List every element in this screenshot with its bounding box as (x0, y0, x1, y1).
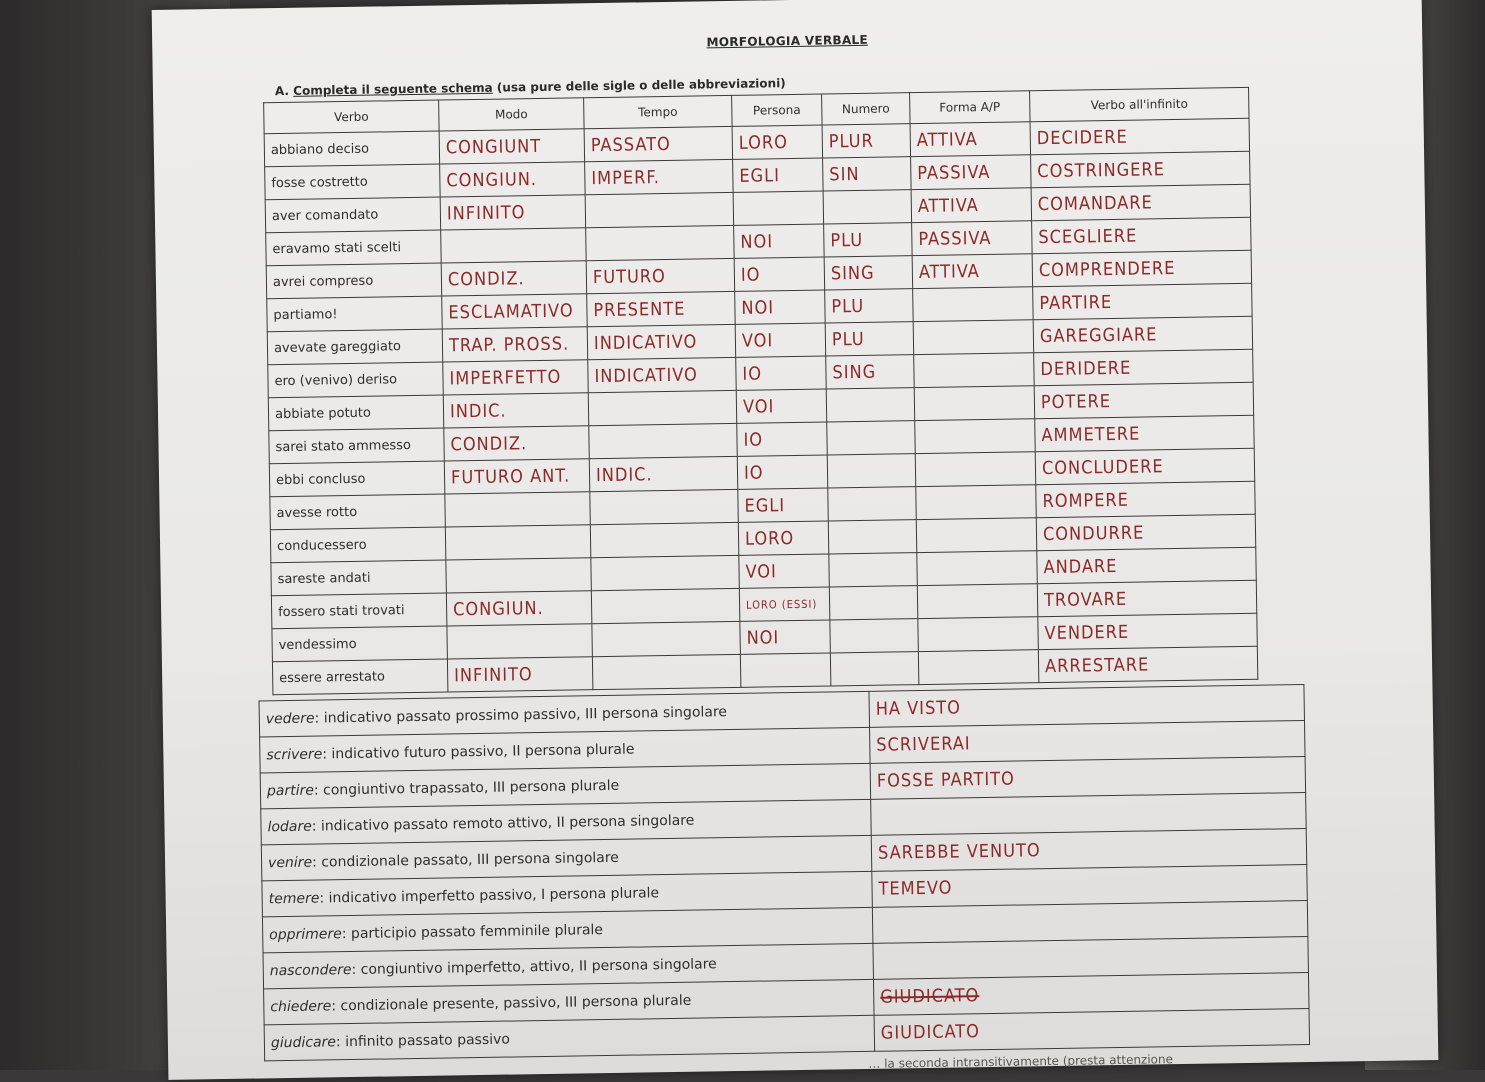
handwritten-answer: COMANDARE (1037, 191, 1153, 215)
exercise-verb: nascondere (269, 961, 352, 979)
cell-tempo (585, 192, 734, 227)
cell-tempo (592, 654, 741, 689)
cell-modo (447, 624, 593, 659)
worksheet-page (152, 0, 1439, 1080)
handwritten-answer: EGLI (744, 494, 786, 517)
handwritten-answer: PLU (831, 328, 865, 350)
handwritten-answer: CONDIZ. (450, 432, 528, 455)
printed-verb: sarei stato ammesso (275, 437, 412, 455)
printed-verb: sareste andati (277, 570, 371, 587)
cell-numero (822, 124, 911, 158)
handwritten-answer: NOI (741, 296, 775, 319)
cell-tempo (586, 225, 735, 260)
exercise-description: : indicativo passato prossimo passivo, III persona singolare (314, 703, 728, 727)
cell-numero (829, 586, 918, 620)
handwritten-answer: ESCLAMATIVO (448, 299, 574, 323)
exercise-description: : indicativo imperfetto passivo, I persona plurale (319, 884, 660, 907)
exercise-verb: giudicare (270, 1033, 337, 1051)
cell-modo (443, 393, 589, 428)
printed-verb: abbiano deciso (270, 141, 370, 158)
exercise-description: : congiuntivo imperfetto, attivo, II persona singolare (351, 955, 717, 978)
cell-infinito (1035, 415, 1254, 451)
instruction-underlined: Completa il seguente schema (293, 80, 493, 98)
handwritten-answer: INDICATIVO (593, 331, 698, 354)
cell-persona (736, 389, 827, 423)
column-header: Verbo (264, 100, 439, 134)
cell-modo (442, 294, 588, 329)
printed-verb: partiamo! (273, 306, 338, 323)
cell-infinito (1036, 481, 1255, 517)
table-body (264, 118, 1258, 694)
cell-numero (825, 289, 914, 323)
cell-modo (445, 525, 591, 560)
handwritten-answer: ATTIVA (918, 260, 980, 283)
cell-verbo (264, 131, 439, 167)
handwritten-answer: CONCLUDERE (1041, 455, 1164, 479)
cell-numero (827, 454, 916, 488)
printed-verb: avevate gareggiato (273, 338, 402, 356)
cell-modo (440, 162, 586, 197)
cell-verbo (269, 428, 444, 464)
cell-verbo (267, 296, 442, 332)
instruction-rest: (usa pure delle sigle o delle abbreviazioni) (492, 76, 786, 95)
cell-tempo (588, 390, 737, 425)
exercise-description: : participio passato femminile plurale (341, 921, 604, 942)
cell-modo (445, 492, 591, 527)
handwritten-answer: ARRESTARE (1044, 653, 1150, 677)
cell-forma (918, 650, 1039, 685)
worksheet-title: MORFOLOGIA VERBALE (706, 32, 869, 50)
exercise-description: : indicativo futuro passivo, II persona plurale (322, 741, 635, 762)
handwritten-answer: INFINITO (446, 201, 526, 224)
column-header: Numero (822, 93, 910, 125)
exercise-description: : infinito passato passivo (335, 1031, 511, 1050)
handwritten-answer: PRESENTE (593, 298, 686, 321)
cell-forma (913, 320, 1034, 355)
cell-verbo (265, 197, 440, 233)
cell-forma (916, 518, 1037, 553)
handwritten-answer: ANDARE (1043, 555, 1118, 578)
handwritten-answer: PLU (830, 229, 864, 251)
cell-infinito (1031, 151, 1250, 187)
cell-infinito (1034, 382, 1253, 418)
cell-numero (830, 652, 919, 686)
handwritten-answer: ATTIVA (916, 128, 978, 151)
handwritten-answer: LORO (744, 527, 795, 550)
handwritten-answer: GAREGGIARE (1039, 323, 1158, 347)
handwritten-answer: AMMETERE (1041, 423, 1141, 446)
exercise-verb: scrivere (266, 745, 323, 763)
handwritten-answer: VOI (741, 329, 774, 352)
cell-numero (828, 487, 917, 521)
printed-verb: avesse rotto (276, 504, 358, 521)
handwritten-answer: IO (743, 428, 764, 451)
cell-persona (735, 290, 826, 324)
cell-infinito (1038, 646, 1257, 682)
exercise-description: : congiuntivo trapassato, III persona plurale (313, 777, 620, 799)
printed-verb: aver comandato (271, 207, 379, 224)
printed-verb: abbiate potuto (274, 405, 372, 422)
cell-persona (737, 422, 828, 456)
printed-verb: conducessero (276, 537, 367, 554)
cell-infinito (1038, 613, 1257, 649)
handwritten-answer: TRAP. PROSS. (448, 333, 570, 356)
exercise-verb: partire (266, 782, 315, 799)
column-header: Persona (732, 94, 822, 126)
exercise-verb: temere (268, 890, 320, 907)
handwritten-answer: EGLI (739, 164, 781, 187)
cell-modo (447, 657, 593, 692)
cell-persona (735, 323, 826, 357)
cell-numero (826, 355, 915, 389)
handwritten-answer: HA VISTO (875, 697, 962, 720)
handwritten-answer: PASSATO (590, 133, 671, 156)
printed-verb: essere arrestato (279, 668, 386, 686)
handwritten-answer: LORO (738, 131, 789, 154)
handwritten-answer: PARTIRE (1039, 291, 1113, 314)
cell-verbo (266, 230, 441, 266)
cell-persona (738, 521, 829, 555)
cell-tempo (585, 159, 734, 194)
cell-persona (736, 356, 827, 390)
printed-verb: fosse costretto (271, 174, 368, 191)
printed-verb: fossero stati trovati (278, 602, 405, 620)
cell-modo (439, 129, 585, 164)
cell-infinito (1034, 349, 1253, 385)
handwritten-answer: TEMEVO (878, 877, 953, 900)
cell-verbo (271, 593, 446, 629)
handwritten-answer: CONDIZ. (447, 267, 525, 290)
cell-forma (914, 386, 1035, 421)
handwritten-answer: SCEGLIERE (1038, 225, 1138, 248)
cell-tempo (587, 291, 736, 326)
handwritten-answer: IO (743, 461, 764, 484)
cell-modo (446, 558, 592, 593)
cell-infinito (1033, 316, 1252, 352)
handwritten-answer: CONGIUN. (452, 597, 544, 620)
cell-tempo (590, 489, 739, 524)
cell-tempo (589, 423, 738, 458)
exercise-verb: chiedere (270, 997, 332, 1015)
cell-verbo (268, 395, 443, 431)
handwritten-answer: FUTURO (592, 265, 667, 288)
cell-forma (913, 287, 1034, 322)
handwritten-answer: LORO (ESSI) (745, 597, 818, 612)
printed-verb: eravamo stati scelti (272, 239, 402, 257)
cell-tempo (589, 456, 738, 491)
handwritten-answer: NOI (746, 626, 780, 649)
cell-forma (914, 353, 1035, 388)
cell-infinito (1031, 184, 1250, 220)
column-header: Tempo (584, 95, 732, 128)
cell-verbo (269, 461, 444, 497)
cell-tempo (592, 621, 741, 656)
handwritten-answer: POTERE (1040, 390, 1112, 413)
handwritten-answer: IO (742, 362, 763, 385)
handwritten-answer: DERIDERE (1040, 357, 1132, 380)
cell-persona (740, 620, 831, 654)
cell-verbo (272, 659, 447, 695)
cell-tempo (587, 324, 736, 359)
cell-forma (915, 452, 1036, 487)
cell-infinito (1037, 547, 1256, 583)
cell-persona (738, 488, 829, 522)
cell-tempo (591, 588, 740, 623)
exercise-verb: opprimere (269, 925, 342, 943)
cell-persona (733, 191, 824, 225)
handwritten-answer: SCRIVERAI (876, 733, 971, 756)
handwritten-answer: SING (830, 262, 875, 284)
cell-verbo (266, 263, 441, 299)
handwritten-answer: CONDURRE (1042, 522, 1145, 545)
exercise-body (259, 685, 1310, 1061)
crossed-out-answer: GIUDICATO (880, 985, 980, 1008)
handwritten-answer: IO (740, 264, 761, 286)
cell-forma (916, 485, 1037, 520)
cell-verbo (267, 329, 442, 365)
cell-tempo (584, 126, 733, 161)
cell-infinito (1030, 118, 1249, 154)
handwritten-answer: INFINITO (453, 663, 533, 686)
cell-persona (737, 455, 828, 489)
cell-infinito (1032, 217, 1251, 253)
handwritten-answer: PLUR (828, 130, 874, 152)
printed-verb: vendessimo (278, 636, 357, 653)
cell-modo (442, 327, 588, 362)
cell-modo (441, 261, 587, 296)
cell-modo (444, 426, 590, 461)
handwritten-answer: VENDERE (1044, 621, 1130, 644)
handwritten-answer: SIN (829, 163, 860, 185)
cell-verbo (268, 362, 443, 398)
handwritten-answer: PLU (831, 295, 865, 317)
printed-verb: ebbi concluso (275, 471, 366, 488)
handwritten-answer: GIUDICATO (880, 1021, 981, 1044)
handwritten-answer: VOI (745, 560, 778, 583)
handwritten-answer: COMPRENDERE (1038, 257, 1176, 281)
cell-forma (917, 584, 1038, 619)
handwritten-answer: DECIDERE (1036, 126, 1128, 149)
cell-persona (739, 587, 830, 621)
footer-fragment: … la seconda intransitivamente (presta attenzione (868, 1052, 1174, 1071)
handwritten-answer: FOSSE PARTITO (876, 768, 1015, 792)
handwritten-answer: INDIC. (595, 463, 653, 486)
handwritten-answer: IMPERFETTO (449, 366, 562, 389)
handwritten-answer: SAREBBE VENUTO (877, 840, 1041, 864)
handwritten-answer: ATTIVA (917, 194, 979, 217)
handwritten-answer: FUTURO ANT. (450, 465, 571, 488)
cell-forma (912, 254, 1033, 289)
cell-verbo (272, 626, 447, 662)
handwritten-answer: PASSIVA (917, 161, 991, 184)
cell-modo (446, 591, 592, 626)
cell-tempo (590, 522, 739, 557)
printed-verb: avrei compreso (272, 273, 374, 290)
handwritten-answer: ROMPERE (1042, 489, 1130, 512)
cell-persona (739, 554, 830, 588)
verb-analysis-table (263, 87, 1258, 695)
handwritten-answer: VOI (742, 395, 775, 418)
cell-forma (910, 122, 1031, 157)
cell-tempo (591, 555, 740, 590)
exercise-answer-cell (874, 1008, 1310, 1051)
handwritten-answer: COSTRINGERE (1037, 158, 1166, 182)
cell-forma (917, 551, 1038, 586)
cell-verbo (270, 527, 445, 563)
exercise-verb: vedere (265, 710, 315, 727)
cell-tempo (588, 357, 737, 392)
column-header: Forma A/P (910, 91, 1030, 124)
conjugation-exercise-table (259, 684, 1311, 1061)
cell-forma (918, 617, 1039, 652)
exercise-verb: venire (267, 854, 313, 871)
cell-forma (915, 419, 1036, 454)
cell-numero (828, 520, 917, 554)
cell-forma (911, 188, 1032, 223)
cell-persona (732, 125, 823, 159)
cell-tempo (586, 258, 735, 293)
cell-numero (830, 619, 919, 653)
cell-modo (443, 360, 589, 395)
handwritten-answer: IMPERF. (591, 166, 661, 189)
handwritten-answer: INDICATIVO (594, 364, 698, 387)
cell-modo (444, 459, 590, 494)
cell-persona (734, 257, 825, 291)
cell-infinito (1035, 448, 1254, 484)
cell-numero (824, 256, 913, 290)
exercise-description: : condizionale passato, III persona singolare (311, 849, 619, 871)
cell-infinito (1037, 580, 1256, 616)
exercise-description: : indicativo passato remoto attivo, II persona singolare (311, 812, 695, 835)
handwritten-answer: TROVARE (1043, 588, 1128, 611)
handwritten-answer: PASSIVA (918, 227, 992, 250)
handwritten-answer: CONGIUNT (445, 135, 542, 158)
cell-numero (827, 421, 916, 455)
cell-forma (911, 155, 1032, 190)
handwritten-answer: NOI (740, 230, 774, 253)
cell-infinito (1032, 250, 1251, 286)
cell-infinito (1033, 283, 1252, 319)
cell-verbo (270, 494, 445, 530)
cell-persona (734, 224, 825, 258)
cell-verbo (265, 164, 440, 200)
instruction-prefix: A. (274, 83, 294, 99)
cell-numero (826, 388, 915, 422)
handwritten-answer: SING (832, 361, 877, 383)
printed-verb: ero (venivo) deriso (274, 371, 398, 389)
cell-numero (829, 553, 918, 587)
cell-numero (823, 157, 912, 191)
exercise-verb: lodare (267, 818, 312, 835)
column-header: Verbo all'infinito (1030, 87, 1249, 121)
exercise-description: : condizionale presente, passivo, III persona plurale (331, 992, 692, 1014)
cell-modo (441, 228, 587, 263)
handwritten-answer: INDIC. (449, 400, 507, 422)
cell-persona (740, 653, 831, 687)
column-header: Modo (439, 98, 584, 131)
cell-numero (823, 190, 912, 224)
handwritten-answer: CONGIUN. (446, 168, 538, 191)
cell-modo (440, 195, 586, 230)
cell-verbo (271, 560, 446, 596)
cell-infinito (1036, 514, 1255, 550)
cell-numero (825, 322, 914, 356)
cell-persona (733, 158, 824, 192)
cell-forma (912, 221, 1033, 256)
cell-numero (824, 223, 913, 257)
